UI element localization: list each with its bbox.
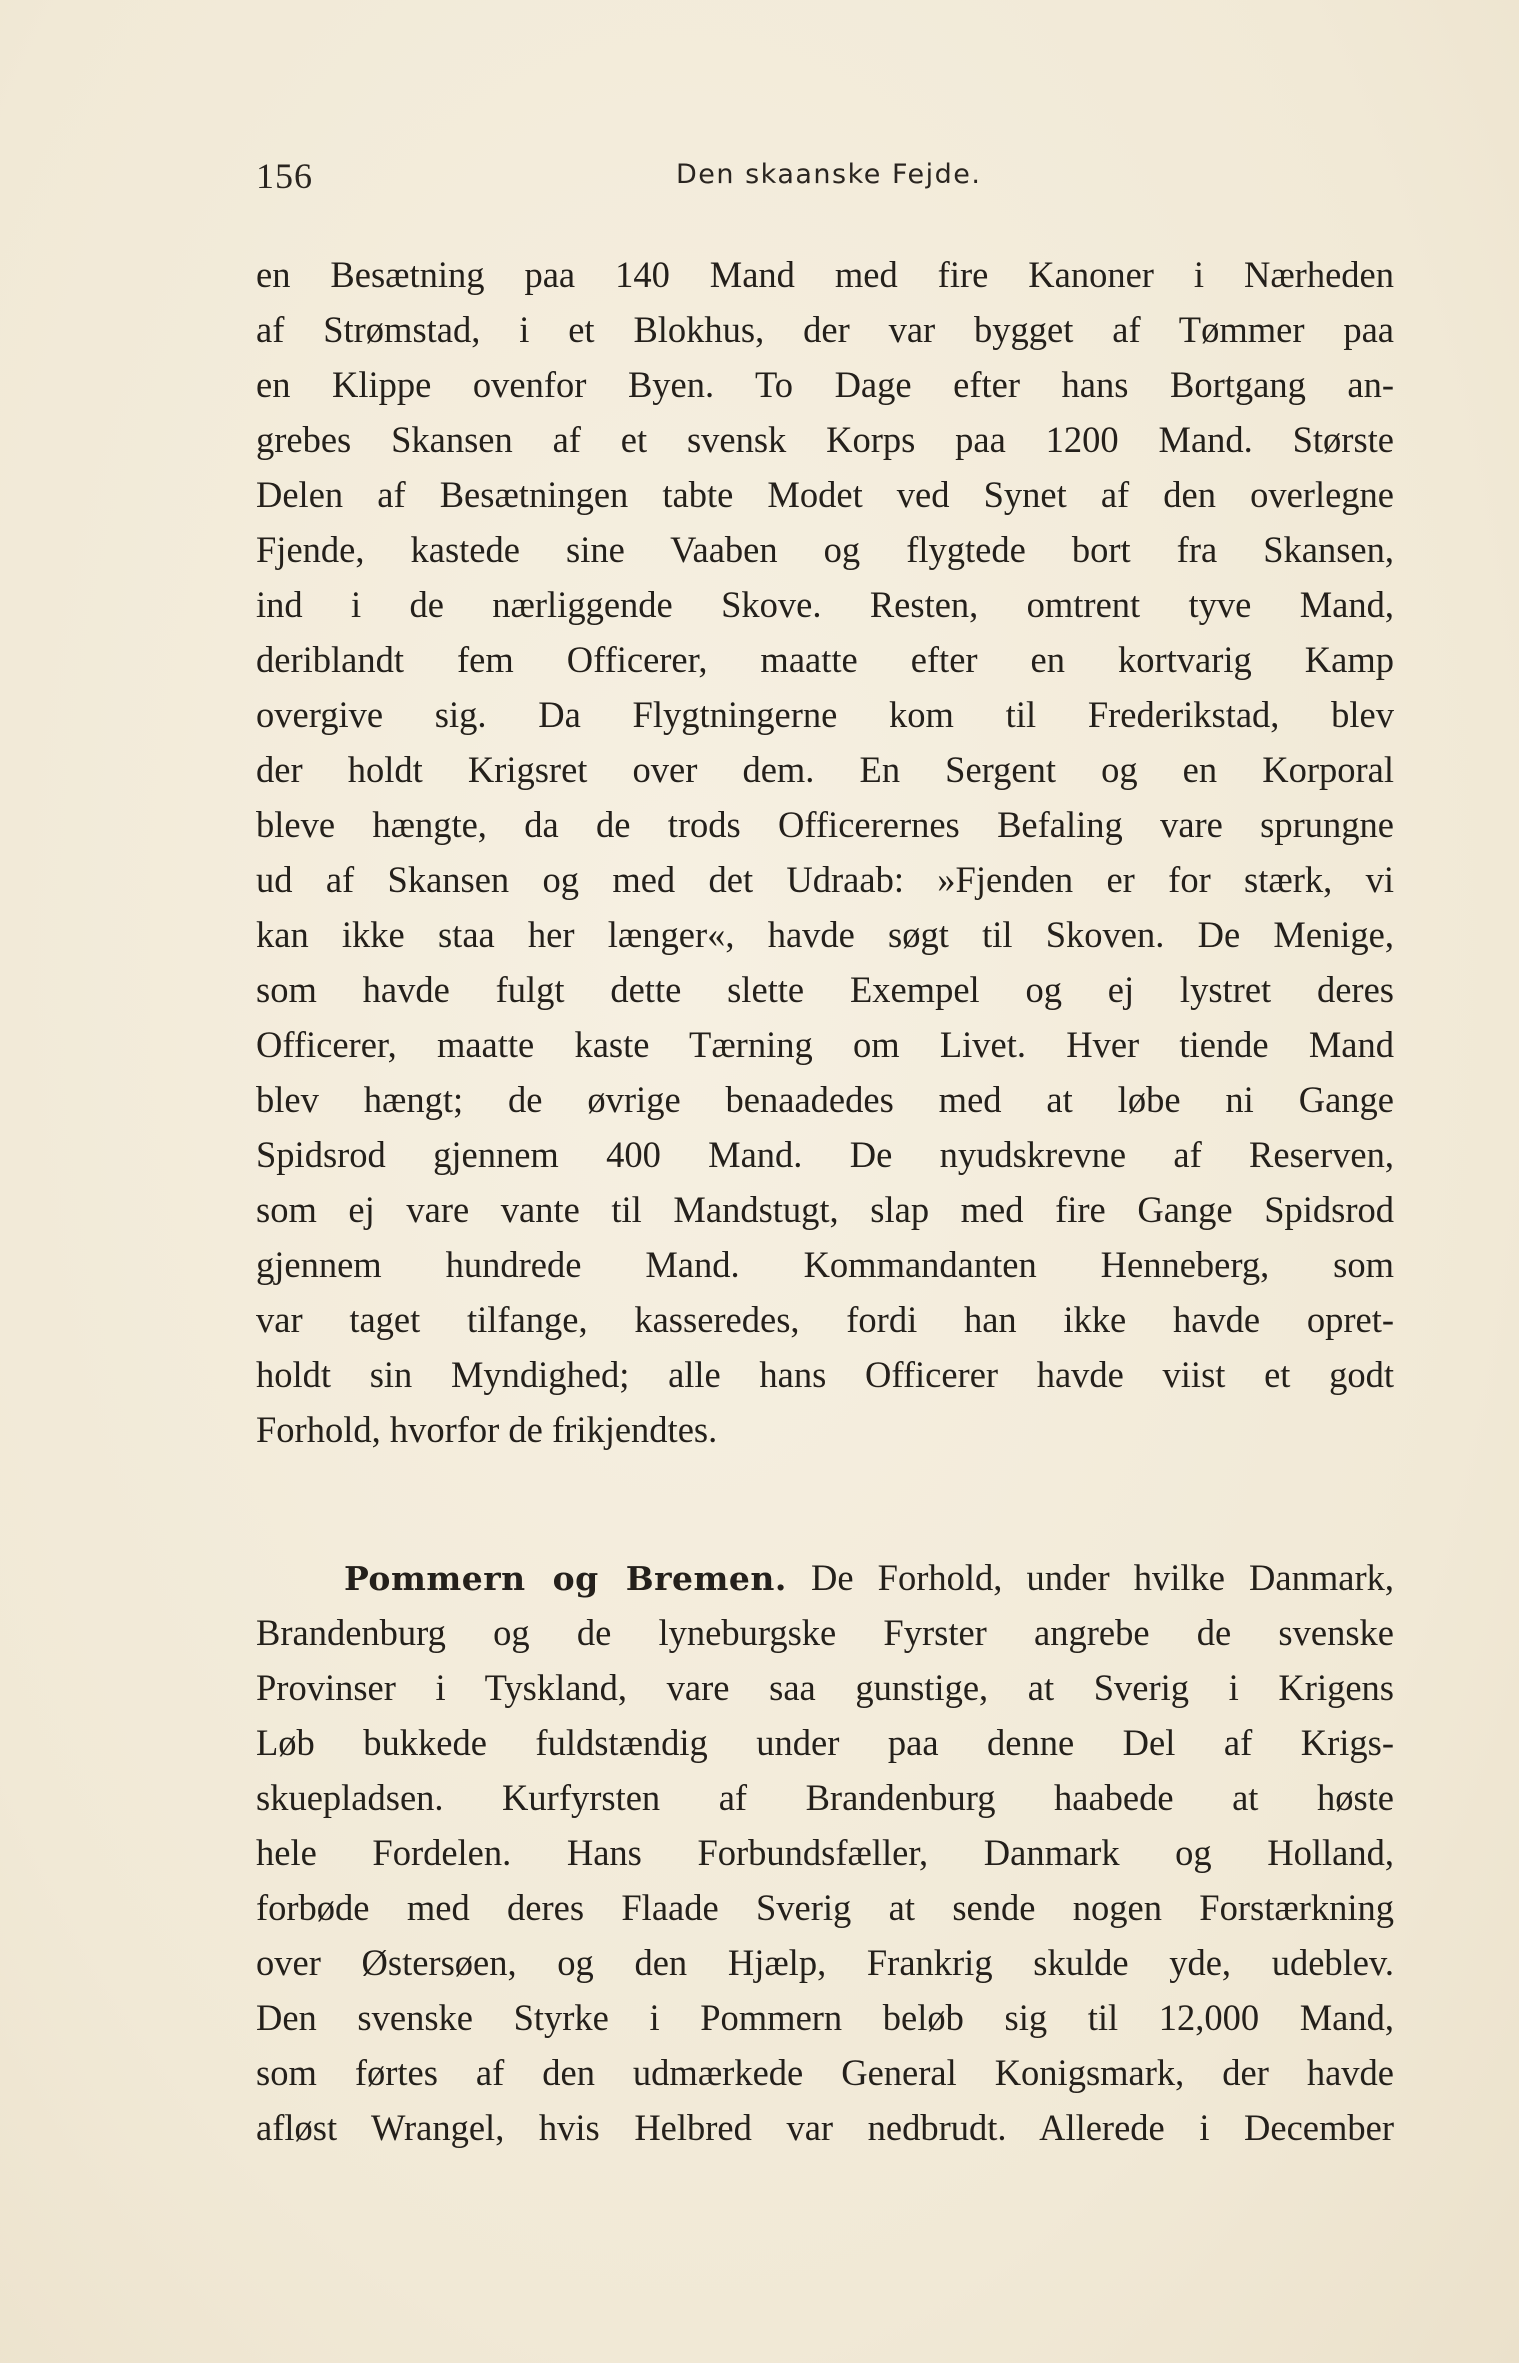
text-line: en Klippe ovenfor Byen. To Dage efter hans Bortgang an- [256,364,1394,405]
text-line: var taget tilfange, kasseredes, fordi han ikke havde opret- [256,1299,1394,1340]
text-line: kan ikke staa her længer«, havde søgt til Skoven. De Menige, [256,914,1394,955]
text-line: som havde fulgt dette slette Exempel og ej lystret deres [256,969,1394,1010]
text-line: Provinser i Tyskland, vare saa gunstige, at Sverig i Krigens [256,1667,1394,1708]
page-number: 156 [256,156,313,196]
text-line: Delen af Besætningen tabte Modet ved Synet af den overlegne [256,474,1394,515]
text-line: Brandenburg og de lyneburgske Fyrster angrebe de svenske [256,1612,1394,1653]
text-line: over Østersøen, og den Hjælp, Frankrig skulde yde, udeblev. [256,1942,1394,1983]
text-line: af Strømstad, i et Blokhus, der var bygget af Tømmer paa [256,309,1394,350]
text-line: skuepladsen. Kurfyrsten af Brandenburg haabede at høste [256,1777,1394,1818]
text-line: som ej vare vante til Mandstugt, slap med fire Gange Spidsrod [256,1189,1394,1230]
text-line: bleve hængte, da de trods Officerernes Befaling vare sprungne [256,804,1394,845]
text-line: blev hængt; de øvrige benaadedes med at løbe ni Gange [256,1079,1394,1120]
text-line: der holdt Krigsret over dem. En Sergent og en Korporal [256,749,1394,790]
heading-line-text: De Forhold, under hvilke Danmark, [810,1557,1394,1598]
text-line: ind i de nærliggende Skove. Resten, omtrent tyve Mand, [256,584,1394,625]
text-line: overgive sig. Da Flygtningerne kom til Frederikstad, blev [256,694,1394,735]
text-line: deriblandt fem Officerer, maatte efter en kortvarig Kamp [256,639,1394,680]
text-line: ud af Skansen og med det Udraab: »Fjenden er for stærk, vi [256,859,1394,900]
section-heading: Pommern og Bremen. [344,1559,787,1598]
paragraph-1 [256,247,1394,1457]
text-line: grebes Skansen af et svensk Korps paa 1200 Mand. Største [256,419,1394,460]
text-line-with-heading [256,1550,1394,1605]
text-line: som førtes af den udmærkede General Konigsmark, der havde [256,2052,1394,2093]
text-line: Den svenske Styrke i Pommern beløb sig til 12,000 Mand, [256,1997,1394,2038]
running-title: Den skaanske Fejde. [676,159,982,190]
text-line: Fjende, kastede sine Vaaben og flygtede bort fra Skansen, [256,529,1394,570]
text-line: Spidsrod gjennem 400 Mand. De nyudskrevne af Reserven, [256,1134,1394,1175]
text-line: hele Fordelen. Hans Forbundsfæller, Danmark og Holland, [256,1832,1394,1873]
text-line: en Besætning paa 140 Mand med fire Kanoner i Nærheden [256,254,1394,295]
running-head [256,155,1396,201]
text-line: gjennem hundrede Mand. Kommandanten Henneberg, som [256,1244,1394,1285]
text-line: Officerer, maatte kaste Tærning om Livet. Hver tiende Mand [256,1024,1394,1065]
text-line: afløst Wrangel, hvis Helbred var nedbrudt. Allerede i December [256,2107,1394,2148]
paragraph-gap [256,1457,1394,1550]
paragraph-2 [256,1550,1394,2155]
body-text [256,247,1394,2155]
text-line: Forhold, hvorfor de frikjendtes. [256,1409,718,1450]
text-line: holdt sin Myndighed; alle hans Officerer havde viist et godt [256,1354,1394,1395]
text-line: forbøde med deres Flaade Sverig at sende nogen Forstærkning [256,1887,1394,1928]
text-line: Løb bukkede fuldstændig under paa denne Del af Krigs- [256,1722,1394,1763]
